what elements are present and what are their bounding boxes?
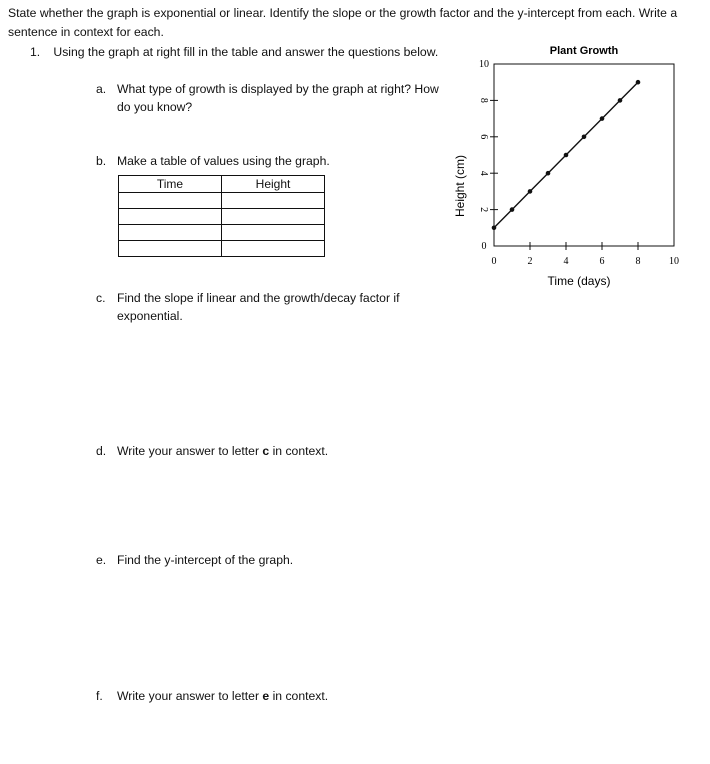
part-c-text: Find the slope if linear and the growth/decay factor if exponential.	[117, 291, 400, 323]
part-c-letter: c.	[96, 291, 106, 305]
y-tick-label: 10	[479, 59, 489, 70]
part-f-text: Write your answer to letter e in context.	[117, 689, 329, 703]
x-tick-label: 4	[563, 256, 569, 267]
chart-title: Plant Growth	[549, 45, 619, 57]
data-point	[600, 116, 605, 121]
x-tick-label: 2	[527, 256, 533, 267]
chart-x-axis-label: Time (days)	[547, 274, 611, 288]
table-cell[interactable]	[222, 225, 325, 241]
part-a-text: What type of growth is displayed by the graph at right? How do you know?	[117, 82, 439, 114]
chart-plot-area	[494, 64, 674, 246]
table-cell[interactable]	[119, 241, 222, 257]
table-cell[interactable]	[222, 241, 325, 257]
table-cell[interactable]	[119, 193, 222, 209]
data-point	[564, 153, 569, 158]
part-b-text: Make a table of values using the graph.	[117, 154, 330, 168]
part-a-letter: a.	[96, 82, 107, 96]
x-tick-label: 0	[491, 256, 497, 267]
values-table	[118, 175, 325, 257]
table-row	[119, 209, 325, 225]
y-tick-label: 6	[478, 134, 489, 140]
x-tick-label: 6	[599, 256, 605, 267]
question-text: Using the graph at right fill in the table and answer the questions below.	[53, 45, 439, 59]
table-row	[119, 193, 325, 209]
table-header-height: Height	[222, 176, 325, 193]
data-point	[492, 226, 497, 231]
part-e-letter: e.	[96, 553, 107, 567]
y-tick-label: 4	[478, 170, 489, 176]
question-1	[30, 45, 438, 59]
table-row	[119, 225, 325, 241]
data-point	[510, 207, 515, 212]
part-d-letter: d.	[96, 444, 107, 458]
part-f-letter: f.	[96, 689, 103, 703]
chart-axes	[478, 59, 679, 267]
table-cell[interactable]	[119, 209, 222, 225]
part-b-letter: b.	[96, 154, 107, 168]
x-tick-label: 8	[635, 256, 641, 267]
data-point	[546, 171, 551, 176]
data-point	[636, 80, 641, 85]
y-tick-label: 2	[478, 207, 489, 213]
question-number: 1.	[30, 45, 41, 59]
data-point	[528, 189, 533, 194]
table-cell[interactable]	[222, 193, 325, 209]
chart-series-height	[492, 80, 641, 230]
instructions: State whether the graph is exponential or linear. Identify the slope or the growth factor and the y-intercept from each. Write a sentence in context for each.	[8, 6, 678, 39]
table-row	[119, 241, 325, 257]
part-d-bold-ref: c	[262, 444, 270, 458]
table-header-row	[119, 176, 325, 193]
part-d-text: Write your answer to letter c in context.	[117, 444, 329, 458]
data-point	[618, 98, 623, 103]
data-point	[582, 135, 587, 140]
part-f-bold-ref: e	[262, 689, 270, 703]
table-cell[interactable]	[119, 225, 222, 241]
x-tick-label: 10	[669, 256, 679, 267]
chart-border	[494, 64, 674, 246]
table-cell[interactable]	[222, 209, 325, 225]
plant-growth-chart	[448, 38, 688, 300]
y-tick-label: 0	[481, 241, 487, 252]
y-tick-label: 8	[478, 97, 489, 103]
part-e-text: Find the y-intercept of the graph.	[117, 553, 294, 567]
table-header-time: Time	[119, 176, 222, 193]
chart-y-axis-label: Height (cm)	[453, 154, 467, 218]
